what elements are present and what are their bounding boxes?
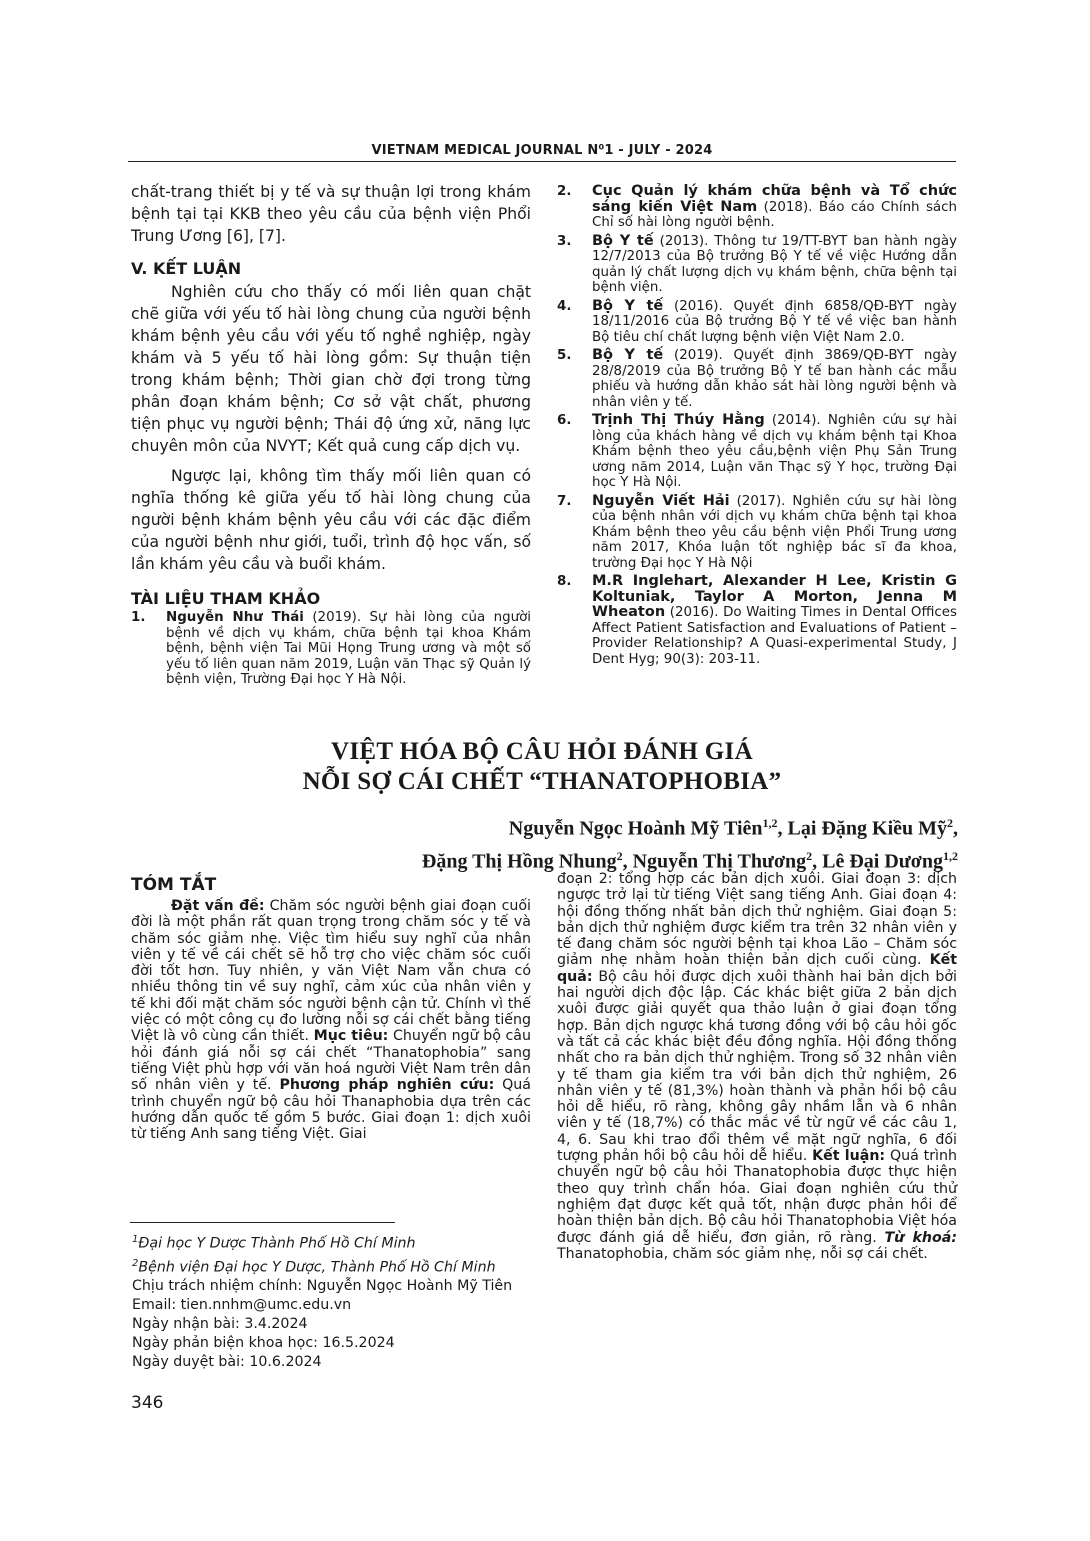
reference-item (557, 234, 957, 296)
reference-author: Bộ Y tế (592, 347, 664, 363)
reference-item (557, 574, 957, 667)
footnotes (132, 1230, 542, 1372)
reference-author: Bộ Y tế (592, 232, 654, 249)
abstract-text: đoạn 2: tổng hợp các bản dịch xuôi. Giai đoạn 3: dịch ngược trở lại từ tiếng Việt sang tiếng Anh. Giai đoạn 4: hội đồng thống nhất bản dịch thử nghiệm. Giai đoạn 5: bản dịch thử nghiệm được kiểm tra trên 32 nhân viên y tế đang chăm sóc người bệnh tại khoa Lão – Chăm sóc giảm nhẹ nhằm hoàn thiện bản dịch cuối cùng. (557, 871, 957, 969)
reference-text (592, 184, 957, 231)
article-title-line-2: NỖI SỢ CÁI CHẾT “THANATOPHOBIA” (302, 768, 782, 795)
affiliation-marker: 2 (616, 848, 623, 863)
author-list (422, 810, 958, 875)
author-separator: , (953, 817, 958, 840)
abstract-label: Đặt vấn đề: (171, 898, 265, 914)
abstract-label: Mục tiêu: (313, 1028, 389, 1045)
abstract-paragraph (131, 898, 531, 1142)
reference-body: (2013). Thông tư 19/TT-BYT ban hành ngày 12/7/2013 của Bộ trưởng Bộ Y tế về việc Hướng dẫn quản lý chất lượng dịch vụ khám bệnh, chữa bệnh tại bệnh viện. (592, 233, 957, 295)
left-column (131, 181, 531, 688)
conclusion-paragraph-2: Ngược lại, không tìm thấy mối liên quan có nghĩa thống kê giữa yếu tố hài lòng chung của người bệnh khám bệnh yêu cầu với các đặc điểm của người bệnh như giới, tuổi, trình độ học vấn, số lần khám yêu cầu và buổi khám. (131, 467, 531, 573)
references-heading: TÀI LIỆU THAM KHẢO (131, 589, 321, 608)
journal-header: VIETNAM MEDICAL JOURNAL N⁰1 - JULY - 2024 (371, 143, 713, 158)
affiliation-marker: 2 (806, 848, 813, 863)
reference-text (592, 348, 957, 410)
reference-author: Bộ Y tế (592, 297, 664, 314)
footnote-rule (130, 1222, 395, 1223)
abstract-text: Bộ câu hỏi được dịch xuôi thành hai bản dịch bởi hai người dịch độc lập. Các khác biệt giữa 2 bản dịch xuôi được giải quyết qua thảo luận ở giai đoạn tổng hợp. Bản dịch ngược khá tương đồng với bộ câu hỏi gốc và tất cả các khác biệt đều đồng nghĩa. Hội đồng thống nhất cho ra bản dịch thử nghiệm. Trong số 32 nhân viên y tế tham gia kiểm tra với bản dịch thử nghiệm, 26 nhân viên y tế (81,3%) hoàn thành và phản hồi bộ câu hỏi dễ hiểu, rõ ràng, không gây nhầm lẫn và 6 nhân viên y tế (18,7%) có thắc mắc về từ ngữ về các câu 1, 4, 6. Sau khi trao đổi thêm về mặt ngữ nghĩa, 6 đối tượng phản hồi bộ câu hỏi dễ hiểu. (557, 968, 957, 1165)
reference-number: 5. (557, 348, 572, 363)
reference-author: Cục Quản lý khám chữa bệnh và Tổ chức sáng kiến Việt Nam (592, 183, 957, 215)
reference-body: (2017). Nghiên cứu sự hài lòng của bệnh nhân với dịch vụ khám chữa bệnh tại khoa Khám bệnh theo yêu cầu bệnh viện Phổi Trung ương năm 2017, Khóa luận tốt nghiệp bác sĩ đa khoa, trường Đại học Y Hà Nội (592, 493, 958, 571)
reference-item (131, 610, 531, 688)
footnote-marker: 1 (132, 1234, 139, 1245)
reference-item (557, 494, 957, 572)
reference-number: 6. (557, 413, 572, 428)
continuation-paragraph: chất-trang thiết bị y tế và sự thuận lợi trong khám bệnh tại tại KKB theo yêu cầu của bệnh viện Phổi Trung Ương [6], [7]. (131, 183, 531, 245)
abstract-label: Kết luận: (812, 1148, 886, 1165)
reference-author: Nguyễn Như Thái (166, 610, 304, 625)
reference-author: Trịnh Thị Thúy Hằng (592, 412, 765, 428)
reference-item (557, 184, 957, 231)
footnote-text: Bệnh viện Đại học Y Dược, Thành Phố Hồ Chí Minh (138, 1259, 496, 1276)
footnote-affiliation-2 (132, 1254, 542, 1278)
reference-number: 1. (131, 610, 146, 625)
reference-number: 2. (557, 184, 572, 199)
author-name: Nguyễn Ngọc Hoành Mỹ Tiên (508, 817, 763, 840)
abstract-right-column (557, 871, 957, 1262)
abstract-label: Kết quả: (557, 952, 957, 985)
author-name: Đặng Thị Hồng Nhung (421, 850, 617, 873)
reference-body: (2014). Nghiên cứu sự hài lòng của khách hàng về dịch vụ khám bệnh tại Khoa Khám bệnh theo yêu cầu,bệnh viện Phụ Sản Trung ương năm 2014, Luận văn Thạc sỹ Y học, trường Đại học Y Hà Nội. (592, 413, 957, 490)
article-title-line-1: VIỆT HÓA BỘ CÂU HỎI ĐÁNH GIÁ (331, 738, 753, 765)
affiliation-marker: 1,2 (762, 816, 778, 830)
abstract-left-column (131, 875, 531, 1142)
reference-item (557, 413, 957, 491)
reference-author: M.R Inglehart, Alexander H Lee, Kristin G Koltuniak, Taylor A Morton, Jenna M Wheaton (592, 573, 957, 620)
abstract-text: Quá trình chuyển ngữ bộ câu hỏi Thanaphobia dựa trên các hướng dẫn quốc tế gồm 5 bước. Giai đoạn 1: dịch xuôi từ tiếng Anh sang tiếng Việt. Giai (131, 1077, 531, 1143)
author-name: , Nguyễn Thị Thương (622, 850, 807, 873)
footnote-corresponding-author: Chịu trách nhiệm chính: Nguyễn Ngọc Hoành Mỹ Tiên (132, 1278, 513, 1295)
reference-body: (2016). Do Waiting Times in Dental Offices Affect Patient Satisfaction and Evaluations of Patient – Provider Relationship? A Quasi-experimental Study, J Dent Hyg; 90(3): 203-11. (592, 605, 957, 667)
footnote-email: Email: tien.nnhm@umc.edu.vn (132, 1297, 352, 1314)
reference-text (592, 494, 957, 572)
abstract-heading: TÓM TẮT (131, 875, 217, 895)
reference-number: 8. (557, 574, 572, 589)
reference-body: (2018). Báo cáo Chính sách Chỉ số hài lòng người bệnh. (592, 199, 957, 230)
abstract-text: Chăm sóc người bệnh giai đoạn cuối đời là một phần rất quan trọng trong chăm sóc y tế và chăm sóc giảm nhẹ. Việc tìm hiểu suy nghĩ của nhân viên y tế về cái chết sẽ hỗ trợ cho việc chăm sóc cuối đời tốt hơn. Tuy nhiên, y văn Việt Nam vẫn chưa có nhiều thông tin về suy nghĩ, cảm xúc của nhân viên y tế khi đối mặt chăm sóc người bệnh cận tử. Chính vì thế việc có một công cụ đo lường nỗi sợ cái chết bằng tiếng Việt là vô cùng cần thiết. (131, 898, 531, 1045)
author-line-1 (422, 810, 958, 843)
footnote-accepted-date: Ngày duyệt bài: 10.6.2024 (132, 1354, 322, 1371)
reference-text (166, 610, 531, 688)
affiliation-marker: 2 (947, 816, 953, 830)
abstract-label: Phương pháp nghiên cứu: (279, 1077, 495, 1094)
reference-text (592, 574, 957, 667)
reference-number: 4. (557, 298, 572, 314)
reference-body: (2019). Sự hài lòng của người bệnh về dịch vụ khám, chữa bệnh tại khoa Khám bệnh, bệnh viện Tai Mũi Họng Trung ương và một số yếu tố liên quan năm 2019, Luận văn Thạc sỹ Quản lý bệnh viện, Trường Đại học Y Hà Nội. (166, 610, 531, 687)
footnote-review-date: Ngày phản biện khoa học: 16.5.2024 (132, 1335, 395, 1352)
abstract-text: Thanatophobia, chăm sóc giảm nhẹ, nỗi sợ cái chết. (557, 1245, 928, 1262)
reference-item (557, 348, 957, 410)
abstract-text: Quá trình chuyển ngữ bộ câu hỏi Thanatophobia được thực hiện theo quy trình chẩn hóa. Giai đoạn nghiên cứu thử nghiệm đạt được kết quả tốt, nhận được phản hồi để hoàn thiện bản dịch. Bộ câu hỏi Thanatophobia Việt hóa được đánh giá dễ hiểu, đơn giản, rõ ràng. (557, 1148, 957, 1246)
conclusion-paragraph-1: Nghiên cứu cho thấy có mối liên quan chặt chẽ giữa với yếu tố hài lòng chung của người bệnh khám bệnh yêu cầu với yếu tố nghề nghiệp, ngày khám và 5 yếu tố hài lòng gồm: Sự thuận tiện trong khám bệnh; Thời gian chờ đợi trong từng phân đoạn khám bệnh; Cơ sở vật chất, phương tiện phục vụ người bệnh; Thái độ ứng xử, năng lực chuyên môn của NVYT; Kết quả cung cấp dịch vụ. (131, 283, 531, 455)
author-name: , Lê Đại Dương (812, 850, 943, 873)
conclusion-heading: V. KẾT LUẬN (131, 259, 242, 278)
reference-text (592, 234, 957, 296)
header-rule (128, 161, 956, 162)
reference-text (592, 299, 957, 346)
footnote-affiliation-1 (132, 1230, 542, 1254)
author-name: , Lại Đặng Kiều Mỹ (777, 817, 947, 840)
footnote-received-date: Ngày nhận bài: 3.4.2024 (132, 1316, 308, 1333)
right-column-references (557, 184, 957, 667)
footnote-text: Đại học Y Dược Thành Phố Hồ Chí Minh (138, 1235, 416, 1252)
abstract-label: Từ khoá: (884, 1229, 957, 1246)
affiliation-marker: 1,2 (943, 848, 958, 863)
page-number: 346 (131, 1393, 164, 1413)
reference-body: (2019). Quyết định 3869/QĐ-BYT ngày 28/8/2019 của Bộ trưởng Bộ Y tế ban hành các mẫu phiếu và hướng dẫn khảo sát hài lòng người bệnh và nhân viên y tế. (592, 348, 957, 410)
footnote-marker: 2 (132, 1257, 139, 1269)
reference-author: Nguyễn Viết Hải (592, 492, 730, 509)
reference-item (557, 299, 957, 346)
reference-number: 3. (557, 233, 572, 249)
abstract-text: Chuyển ngữ bộ câu hỏi đánh giá nỗi sợ cái chết “Thanatophobia” sang tiếng Việt phù hợp với văn hoá người Việt Nam trên dân số nhân viên y tế. (131, 1028, 531, 1094)
reference-text (592, 413, 957, 491)
abstract-paragraph (557, 871, 957, 1262)
article-title (128, 737, 956, 797)
reference-number: 7. (557, 493, 572, 509)
reference-body: (2016). Quyết định 6858/QĐ-BYT ngày 18/11/2016 của Bộ trưởng Bộ Y tế về việc ban hành Bộ tiêu chí chất lượng bệnh viện Việt Nam 2.0. (592, 298, 957, 345)
